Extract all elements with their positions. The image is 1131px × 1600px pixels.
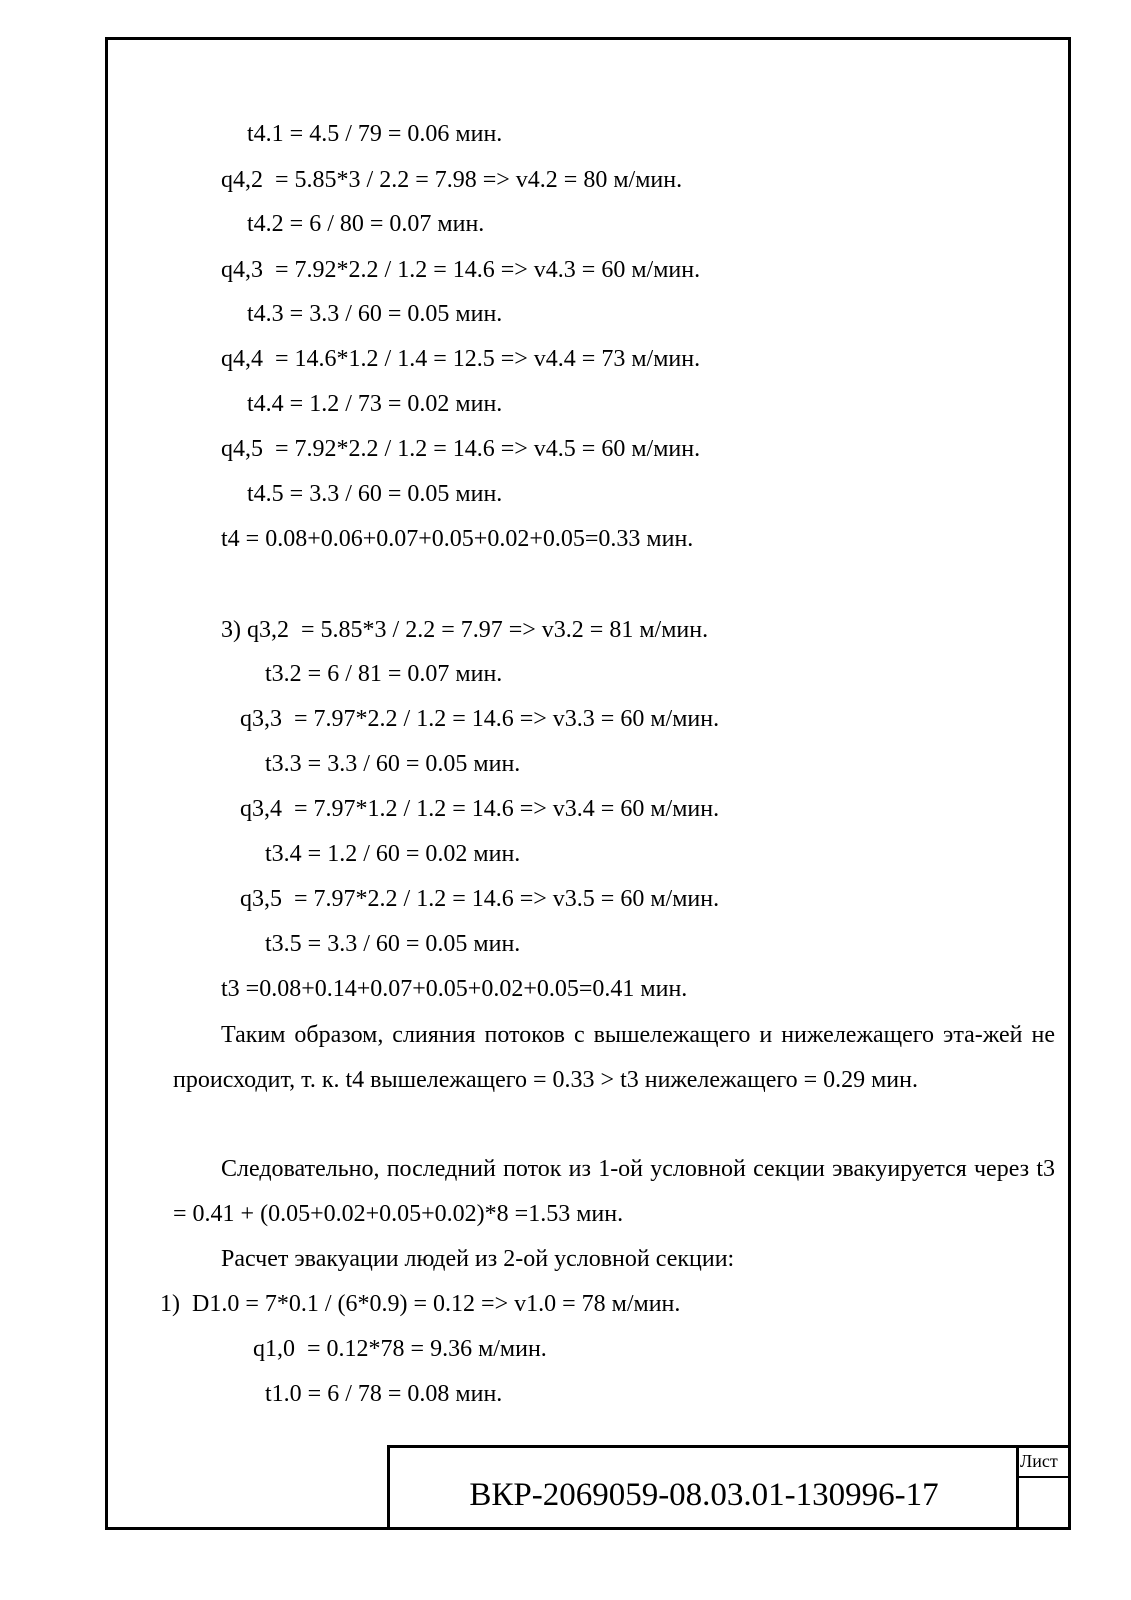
section2-t1-0: t1.0 = 6 / 78 = 0.08 мин.: [265, 1381, 503, 1407]
conclusion-paragraph: Таким образом, слияния потоков с вышележащего и нижележащего эта-жей не происходит, т. к. t4 вышележащего = 0.33 > t3 нижележащего = 0.29 мин.: [173, 1022, 1055, 1093]
sheet-cell-divider: [1016, 1476, 1071, 1478]
formula-line-t4-total: t4 = 0.08+0.06+0.07+0.05+0.02+0.05=0.33 мин.: [221, 526, 694, 552]
formula-line-t3-2: t3.2 = 6 / 81 = 0.07 мин.: [265, 661, 503, 687]
formula-line-t4-5: t4.5 = 3.3 / 60 = 0.05 мин.: [247, 481, 503, 507]
formula-line-q4-2: q4,2 = 5.85*3 / 2.2 = 7.98 => v4.2 = 80 м/мин.: [221, 167, 683, 193]
section2-q1-0: q1,0 = 0.12*78 = 9.36 м/мин.: [253, 1336, 547, 1362]
consequence-paragraph: Следовательно, последний поток из 1-ой условной секции эвакуируется через t3 = 0.41 + (0.05+0.02+0.05+0.02)*8 =1.53 мин.: [173, 1156, 1055, 1227]
formula-line-q3-4: q3,4 = 7.97*1.2 / 1.2 = 14.6 => v3.4 = 60 м/мин.: [240, 796, 720, 822]
sheet-label: Лист: [1020, 1451, 1058, 1471]
formula-line-q3-5: q3,5 = 7.97*2.2 / 1.2 = 14.6 => v3.5 = 60 м/мин.: [240, 886, 720, 912]
formula-line-t3-total: t3 =0.08+0.14+0.07+0.05+0.02+0.05=0.41 мин.: [221, 976, 688, 1002]
section2-step1: 1) D1.0 = 7*0.1 / (6*0.9) = 0.12 => v1.0 = 78 м/мин.: [160, 1291, 681, 1317]
formula-line-q3-3: q3,3 = 7.97*2.2 / 1.2 = 14.6 => v3.3 = 60 м/мин.: [240, 706, 720, 732]
formula-line-t3-5: t3.5 = 3.3 / 60 = 0.05 мин.: [265, 931, 521, 957]
formula-line-q4-5: q4,5 = 7.92*2.2 / 1.2 = 14.6 => v4.5 = 60 м/мин.: [221, 436, 701, 462]
formula-line-q3-2: 3) q3,2 = 5.85*3 / 2.2 = 7.97 => v3.2 = 81 м/мин.: [221, 617, 709, 643]
formula-line-q4-3: q4,3 = 7.92*2.2 / 1.2 = 14.6 => v4.3 = 60 м/мин.: [221, 257, 701, 283]
formula-line-t4-1: t4.1 = 4.5 / 79 = 0.06 мин.: [247, 121, 503, 147]
formula-line-t4-3: t4.3 = 3.3 / 60 = 0.05 мин.: [247, 301, 503, 327]
formula-line-t4-4: t4.4 = 1.2 / 73 = 0.02 мин.: [247, 391, 503, 417]
formula-line-t4-2: t4.2 = 6 / 80 = 0.07 мин.: [247, 211, 485, 237]
formula-line-t3-3: t3.3 = 3.3 / 60 = 0.05 мин.: [265, 751, 521, 777]
section2-heading: Расчет эвакуации людей из 2-ой условной секции:: [221, 1246, 735, 1272]
formula-line-t3-4: t3.4 = 1.2 / 60 = 0.02 мин.: [265, 841, 521, 867]
formula-line-q4-4: q4,4 = 14.6*1.2 / 1.4 = 12.5 => v4.4 = 73 м/мин.: [221, 346, 701, 372]
document-code: ВКР-2069059-08.03.01-130996-17: [469, 1477, 939, 1513]
